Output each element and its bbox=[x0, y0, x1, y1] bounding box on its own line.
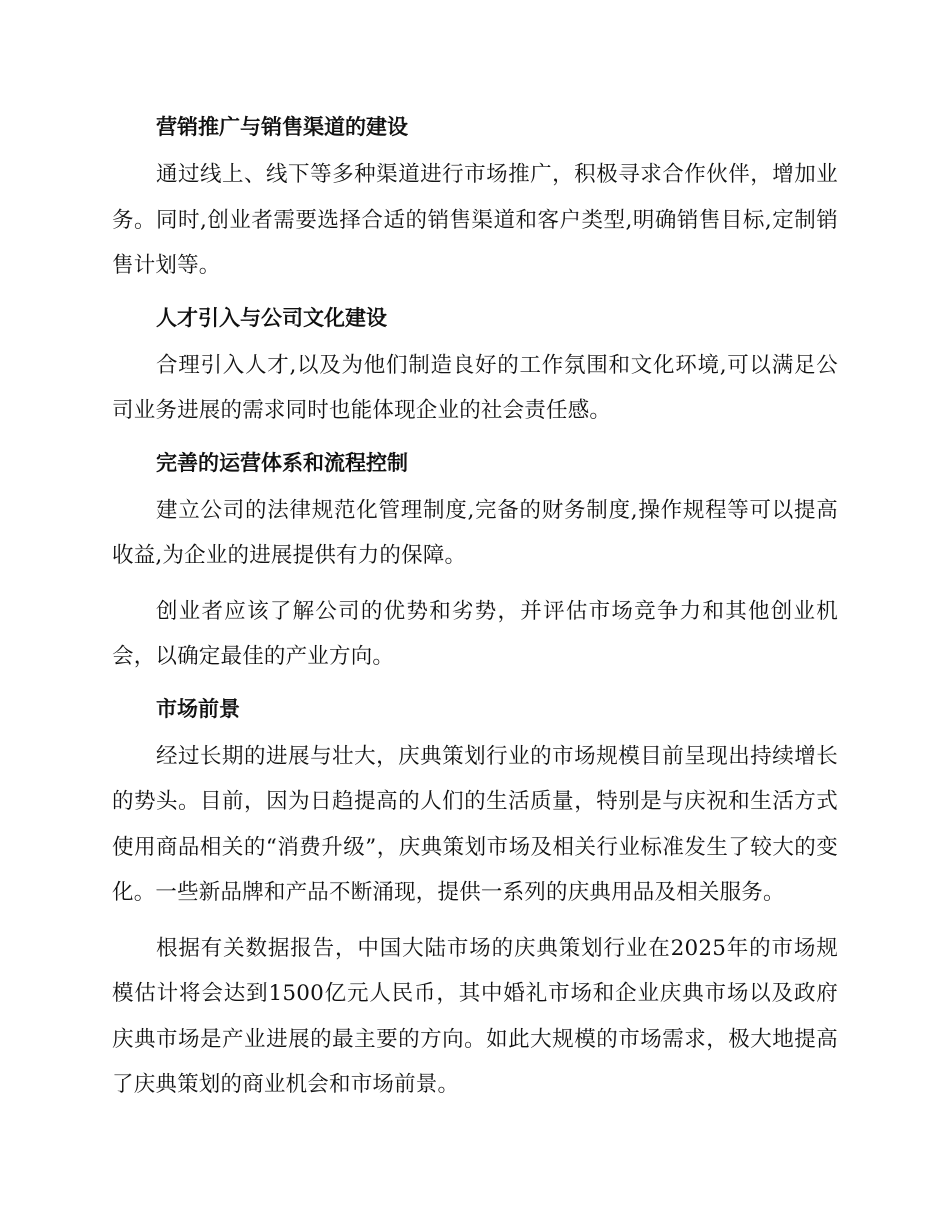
section-heading-marketing: 营销推广与销售渠道的建设 bbox=[156, 115, 408, 139]
paragraph-operations: 建立公司的法律规范化管理制度,完备的财务制度,操作规程等可以提高收益,为企业的进展提供有力的保障。 bbox=[112, 497, 838, 568]
paragraph-market-growth: 经过长期的进展与壮大，庆典策划行业的市场规模目前呈现出持续增长的势头。目前，因为日趋提高的人们的生活质量，特别是与庆祝和生活方式使用商品相关的“消费升级”，庆典策划市场及相关行业标准发生了较大的变化。一些新品牌和产品不断涌现，提供一系列的庆典用品及相关服务。 bbox=[112, 743, 838, 905]
section-heading-talent: 人才引入与公司文化建设 bbox=[156, 305, 387, 330]
paragraph-market-size: 根据有关数据报告，中国大陆市场的庆典策划行业在2025年的市场规模估计将会达到1500亿元人民币，其中婚礼市场和企业庆典市场以及政府庆典市场是产业进展的最主要的方向。如此大规模的市场需求，极大地提高了庆典策划的商业机会和市场前景。 bbox=[112, 935, 838, 1097]
paragraph-marketing: 通过线上、线下等多种渠道进行市场推广，积极寻求合作伙伴，增加业务。同时,创业者需要选择合适的销售渠道和客户类型,明确销售目标,定制销售计划等。 bbox=[112, 162, 838, 278]
section-heading-market-outlook: 市场前景 bbox=[156, 696, 240, 721]
paragraph-strengths: 创业者应该了解公司的优势和劣势，并评估市场竞争力和其他创业机会，以确定最佳的产业方向。 bbox=[112, 598, 838, 669]
paragraph-talent: 合理引入人才,以及为他们制造良好的工作氛围和文化环境,可以满足公司业务进展的需求同时也能体现企业的社会责任感。 bbox=[112, 352, 838, 423]
section-heading-operations: 完善的运营体系和流程控制 bbox=[156, 450, 408, 475]
document-page bbox=[112, 108, 838, 1108]
